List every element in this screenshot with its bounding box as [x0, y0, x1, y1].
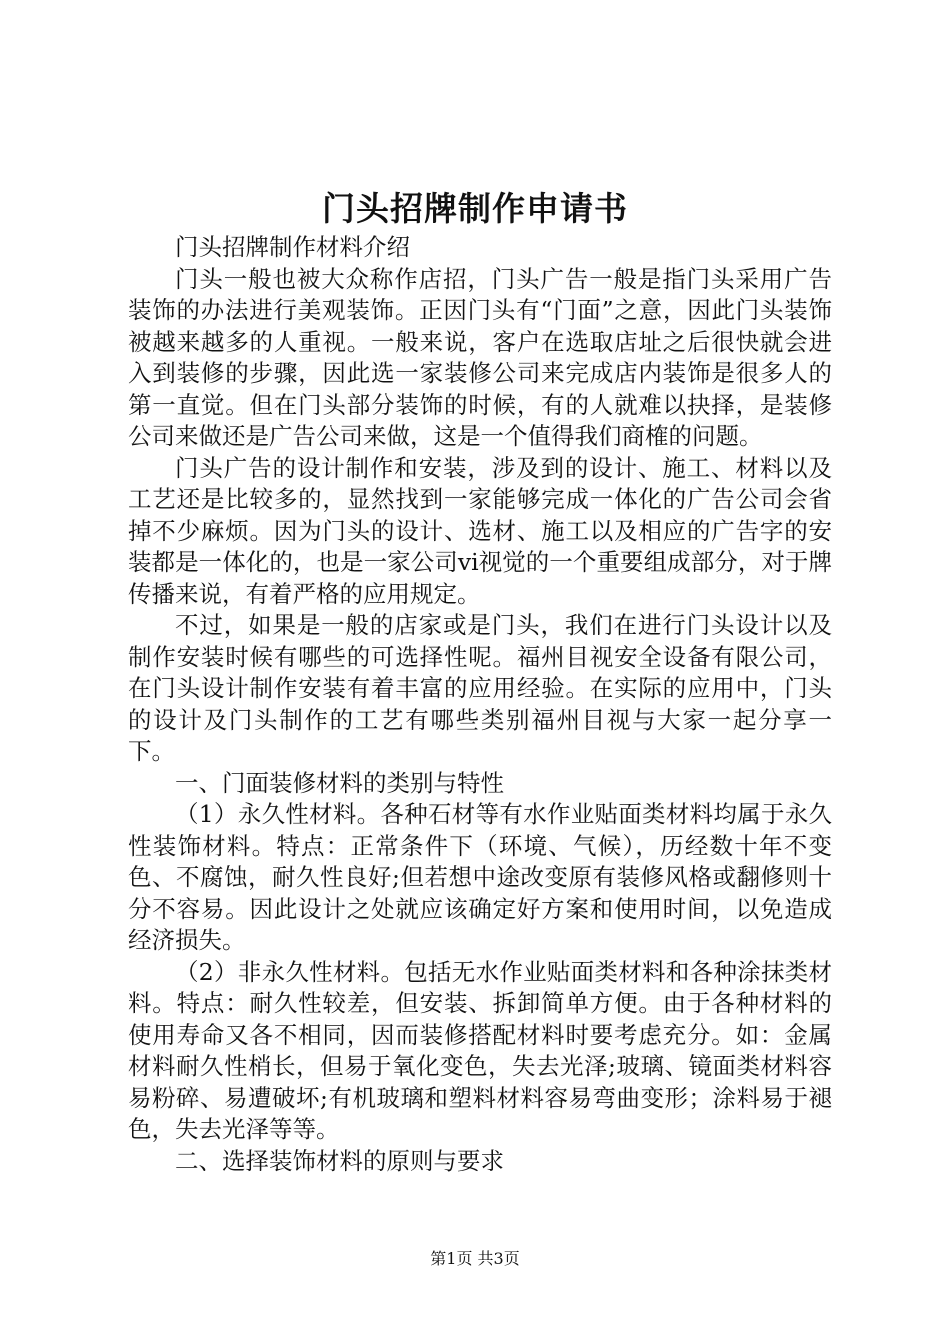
document-body [128, 232, 832, 1177]
paragraph: （2）非永久性材料。包括无水作业贴面类材料和各种涂抹类材料。特点：耐久性较差，但安装、拆卸简单方便。由于各种材料的使用寿命又各不相同，因而装修搭配材料时要考虑充分。如：金属材料耐久性梢长，但易于氧化变色，失去光泽;玻璃、镜面类材料容易粉碎、易遭破坏;有机玻璃和塑料材料容易弯曲变形；涂料易于褪色，失去光泽等等。 [128, 957, 832, 1143]
page-footer: 第1页 共3页 [430, 1249, 520, 1268]
paragraph: 门头广告的设计制作和安装，涉及到的设计、施工、材料以及工艺还是比较多的，显然找到一家能够完成一体化的广告公司会省掉不少麻烦。因为门头的设计、选材、施工以及相应的广告字的安装都是一体化的，也是一家公司vi视觉的一个重要组成部分，对于牌传播来说，有着严格的应用规定。 [128, 453, 832, 608]
paragraph: （1）永久性材料。各种石材等有水作业贴面类材料均属于永久性装饰材料。特点：正常条件下（环境、气候），历经数十年不变色、不腐蚀，耐久性良好;但若想中途改变原有装修风格或翻修则十分不容易。因此设计之处就应该确定好方案和使用时间，以免造成经济损失。 [128, 800, 832, 954]
paragraph: 不过，如果是一般的店家或是门头，我们在进行门头设计以及制作安装时候有哪些的可选择性呢。福州目视安全设备有限公司，在门头设计制作安装有着丰富的应用经验。在实际的应用中，门头的设计及门头制作的工艺有哪些类别福州目视与大家一起分享一下。 [128, 611, 832, 765]
paragraph-intro-heading: 门头招牌制作材料介绍 [175, 233, 410, 261]
section-heading: 二、选择装饰材料的原则与要求 [175, 1146, 504, 1175]
document-title: 门头招牌制作申请书 [322, 189, 628, 228]
section-heading: 一、门面装修材料的类别与特性 [175, 768, 504, 797]
paragraph: 门头一般也被大众称作店招，门头广告一般是指门头采用广告装饰的办法进行美观装饰。正因门头有“门面”之意，因此门头装饰被越来越多的人重视。一般来说，客户在选取店址之后很快就会进入到装修的步骤，因此选一家装修公司来完成店内装饰是很多人的第一直觉。但在门头部分装饰的时候，有的人就难以抉择，是装修公司来做还是广告公司来做，这是一个值得我们商榷的问题。 [128, 264, 832, 450]
